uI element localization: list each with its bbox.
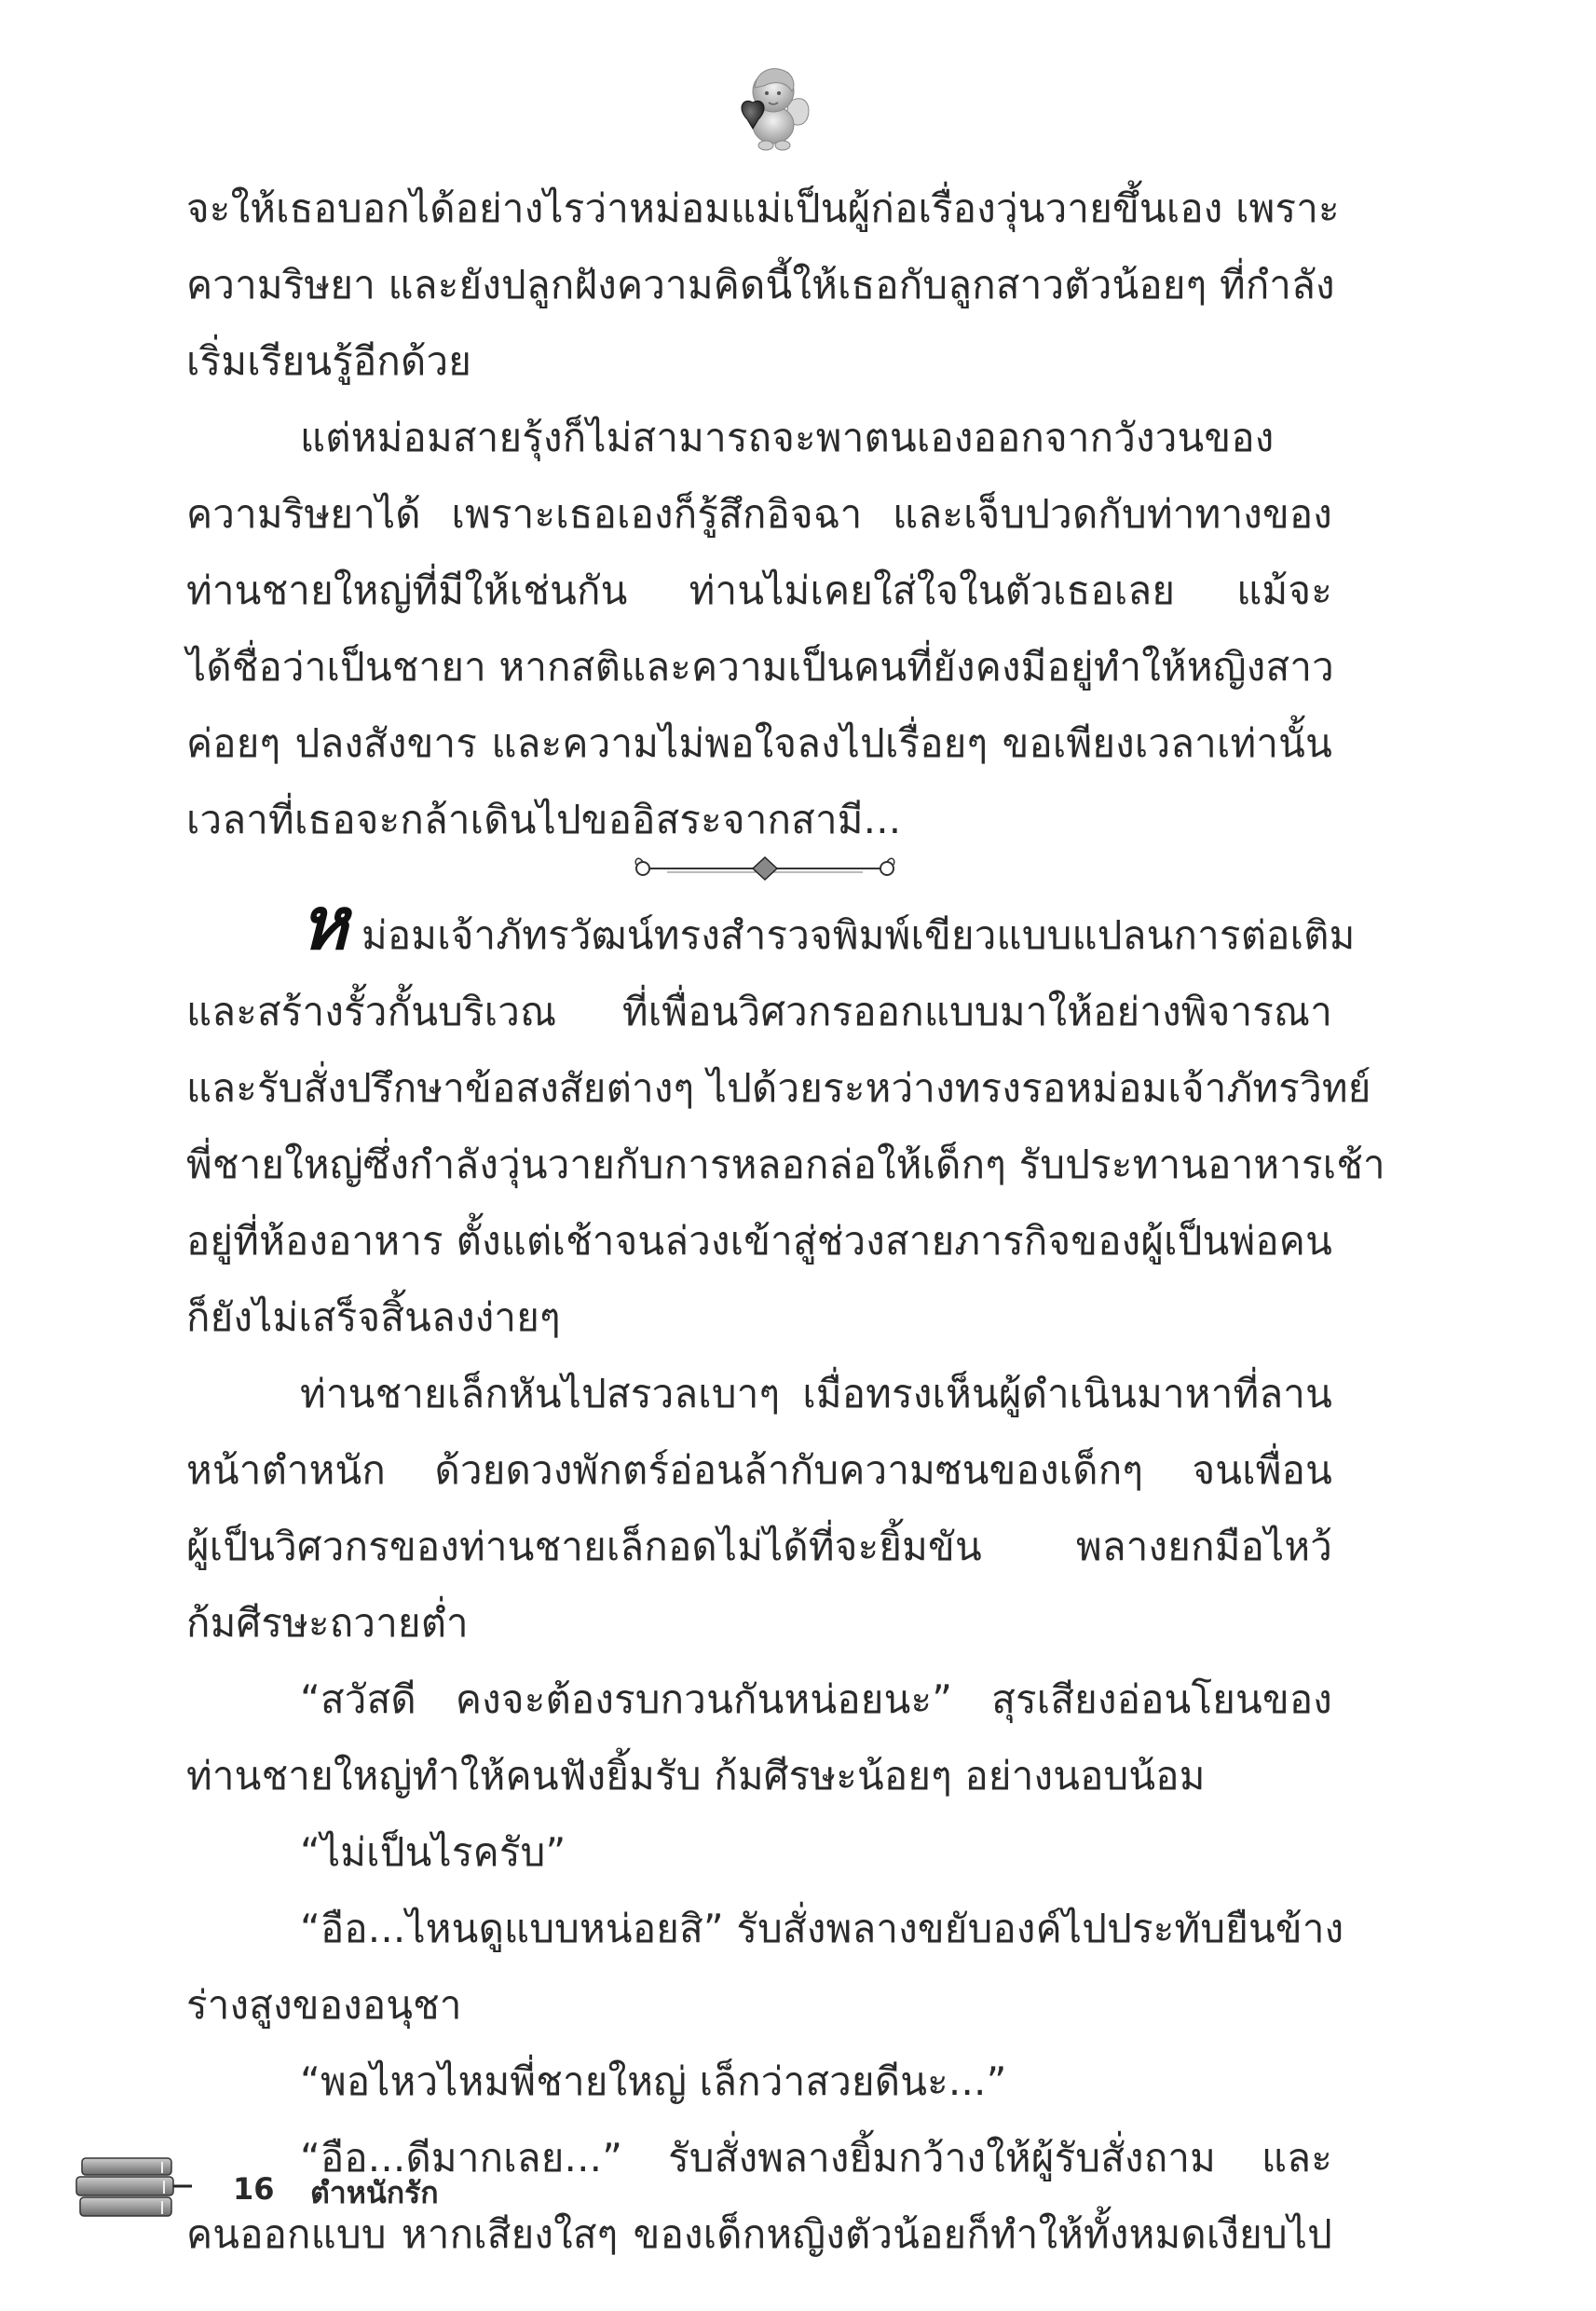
text-line: ท่านชายใหญ่ทำให้คนฟังยิ้มรับ ก้มศีรษะน้อยๆ อย่างนอบน้อม — [186, 1753, 1206, 1798]
ornamental-divider-icon — [630, 850, 900, 887]
text-line: และรับสั่งปรึกษาข้อสงสัยต่างๆ ไปด้วยระหว่างทรงรอหม่อมเจ้าภัทรวิทย์ — [186, 1065, 1371, 1111]
text-line: อยู่ที่ห้องอาหาร ตั้งแต่เช้าจนล่วงเข้าสู่ช่วงสายภารกิจของผู้เป็นพ่อคน — [186, 1218, 1332, 1264]
stacked-books-icon — [73, 2154, 194, 2222]
text-line: ก็ยังไม่เสร็จสิ้นลงง่ายๆ — [186, 1294, 561, 1340]
page-number: 16 — [233, 2171, 275, 2207]
text-line: คนออกแบบ หากเสียงใสๆ ของเด็กหญิงตัวน้อยก็ทำให้ทั้งหมดเงียบไป — [186, 2211, 1332, 2257]
text-line: เริ่มเรียนรู้อีกด้วย — [186, 338, 472, 384]
text-line: แต่หม่อมสายรุ้งก็ไม่สามารถจะพาตนเองออกจากวังวนของ — [300, 415, 1275, 460]
text-line: ได้ชื่อว่าเป็นชายา หากสติและความเป็นคนที่ยังคงมีอยู่ทำให้หญิงสาว — [186, 644, 1334, 690]
text-line: พี่ชายใหญ่ซึ่งกำลังวุ่นวายกับการหลอกล่อให้เด็กๆ รับประทานอาหารเช้า — [186, 1142, 1385, 1187]
text-line: ร่างสูงของอนุชา — [186, 1982, 462, 2028]
text-line: “อือ...ดีมากเลย...” รับสั่งพลางยิ้มกว้างให้ผู้รับสั่งถาม และ — [300, 2135, 1332, 2181]
cherub-with-heart-icon — [716, 54, 818, 157]
text-line: จะให้เธอบอกได้อย่างไรว่าหม่อมแม่เป็นผู้ก่อเรื่องวุ่นวายขึ้นเอง เพราะ — [186, 185, 1340, 231]
drop-cap: ห — [300, 882, 348, 966]
text-line: ท่านชายเล็กหันไปสรวลเบาๆ เมื่อทรงเห็นผู้ดำเนินมาหาที่ลาน — [300, 1371, 1332, 1416]
text-line: ความริษยา และยังปลูกฝังความคิดนี้ให้เธอกับลูกสาวตัวน้อยๆ ที่กำลัง — [186, 262, 1335, 308]
text-line: ก้มศีรษะถวายต่ำ — [186, 1600, 469, 1646]
text-line: ผู้เป็นวิศวกรของท่านชายเล็กอดไม่ได้ที่จะยิ้มขัน พลางยกมือไหว้ — [186, 1524, 1332, 1569]
text-line: เวลาที่เธอจะกล้าเดินไปขออิสระจากสามี... — [186, 797, 902, 842]
text-line: ม่อมเจ้าภัทรวัฒน์ทรงสำรวจพิมพ์เขียวแบบแปลนการต่อเติม — [361, 912, 1356, 958]
text-line: และสร้างรั้วกั้นบริเวณ ที่เพื่อนวิศวกรออกแบบมาให้อย่างพิจารณา — [186, 989, 1332, 1034]
text-line: หน้าตำหนัก ด้วยดวงพักตร์อ่อนล้ากับความซนของเด็กๆ จนเพื่อน — [186, 1447, 1332, 1493]
text-line: “อือ...ไหนดูแบบหน่อยสิ” รับสั่งพลางขยับองค์ไปประทับยืนข้าง — [300, 1906, 1344, 1951]
text-line: ความริษยาได้ เพราะเธอเองก็รู้สึกอิจฉา และเจ็บปวดกับท่าทางของ — [186, 491, 1332, 537]
text-line: “สวัสดี คงจะต้องรบกวนกันหน่อยนะ” สุรเสียงอ่อนโยนของ — [300, 1676, 1332, 1722]
text-line: ค่อยๆ ปลงสังขาร และความไม่พอใจลงไปเรื่อยๆ ขอเพียงเวลาเท่านั้น — [186, 720, 1332, 766]
text-line: “พอไหวไหมพี่ชายใหญ่ เล็กว่าสวยดีนะ...” — [300, 2058, 1007, 2104]
book-title: ตำหนักรัก — [310, 2175, 439, 2210]
text-line: “ไม่เป็นไรครับ” — [300, 1829, 566, 1875]
text-line: ท่านชายใหญ่ที่มีให้เช่นกัน ท่านไม่เคยใส่ใจในตัวเธอเลย แม้จะ — [186, 567, 1332, 613]
